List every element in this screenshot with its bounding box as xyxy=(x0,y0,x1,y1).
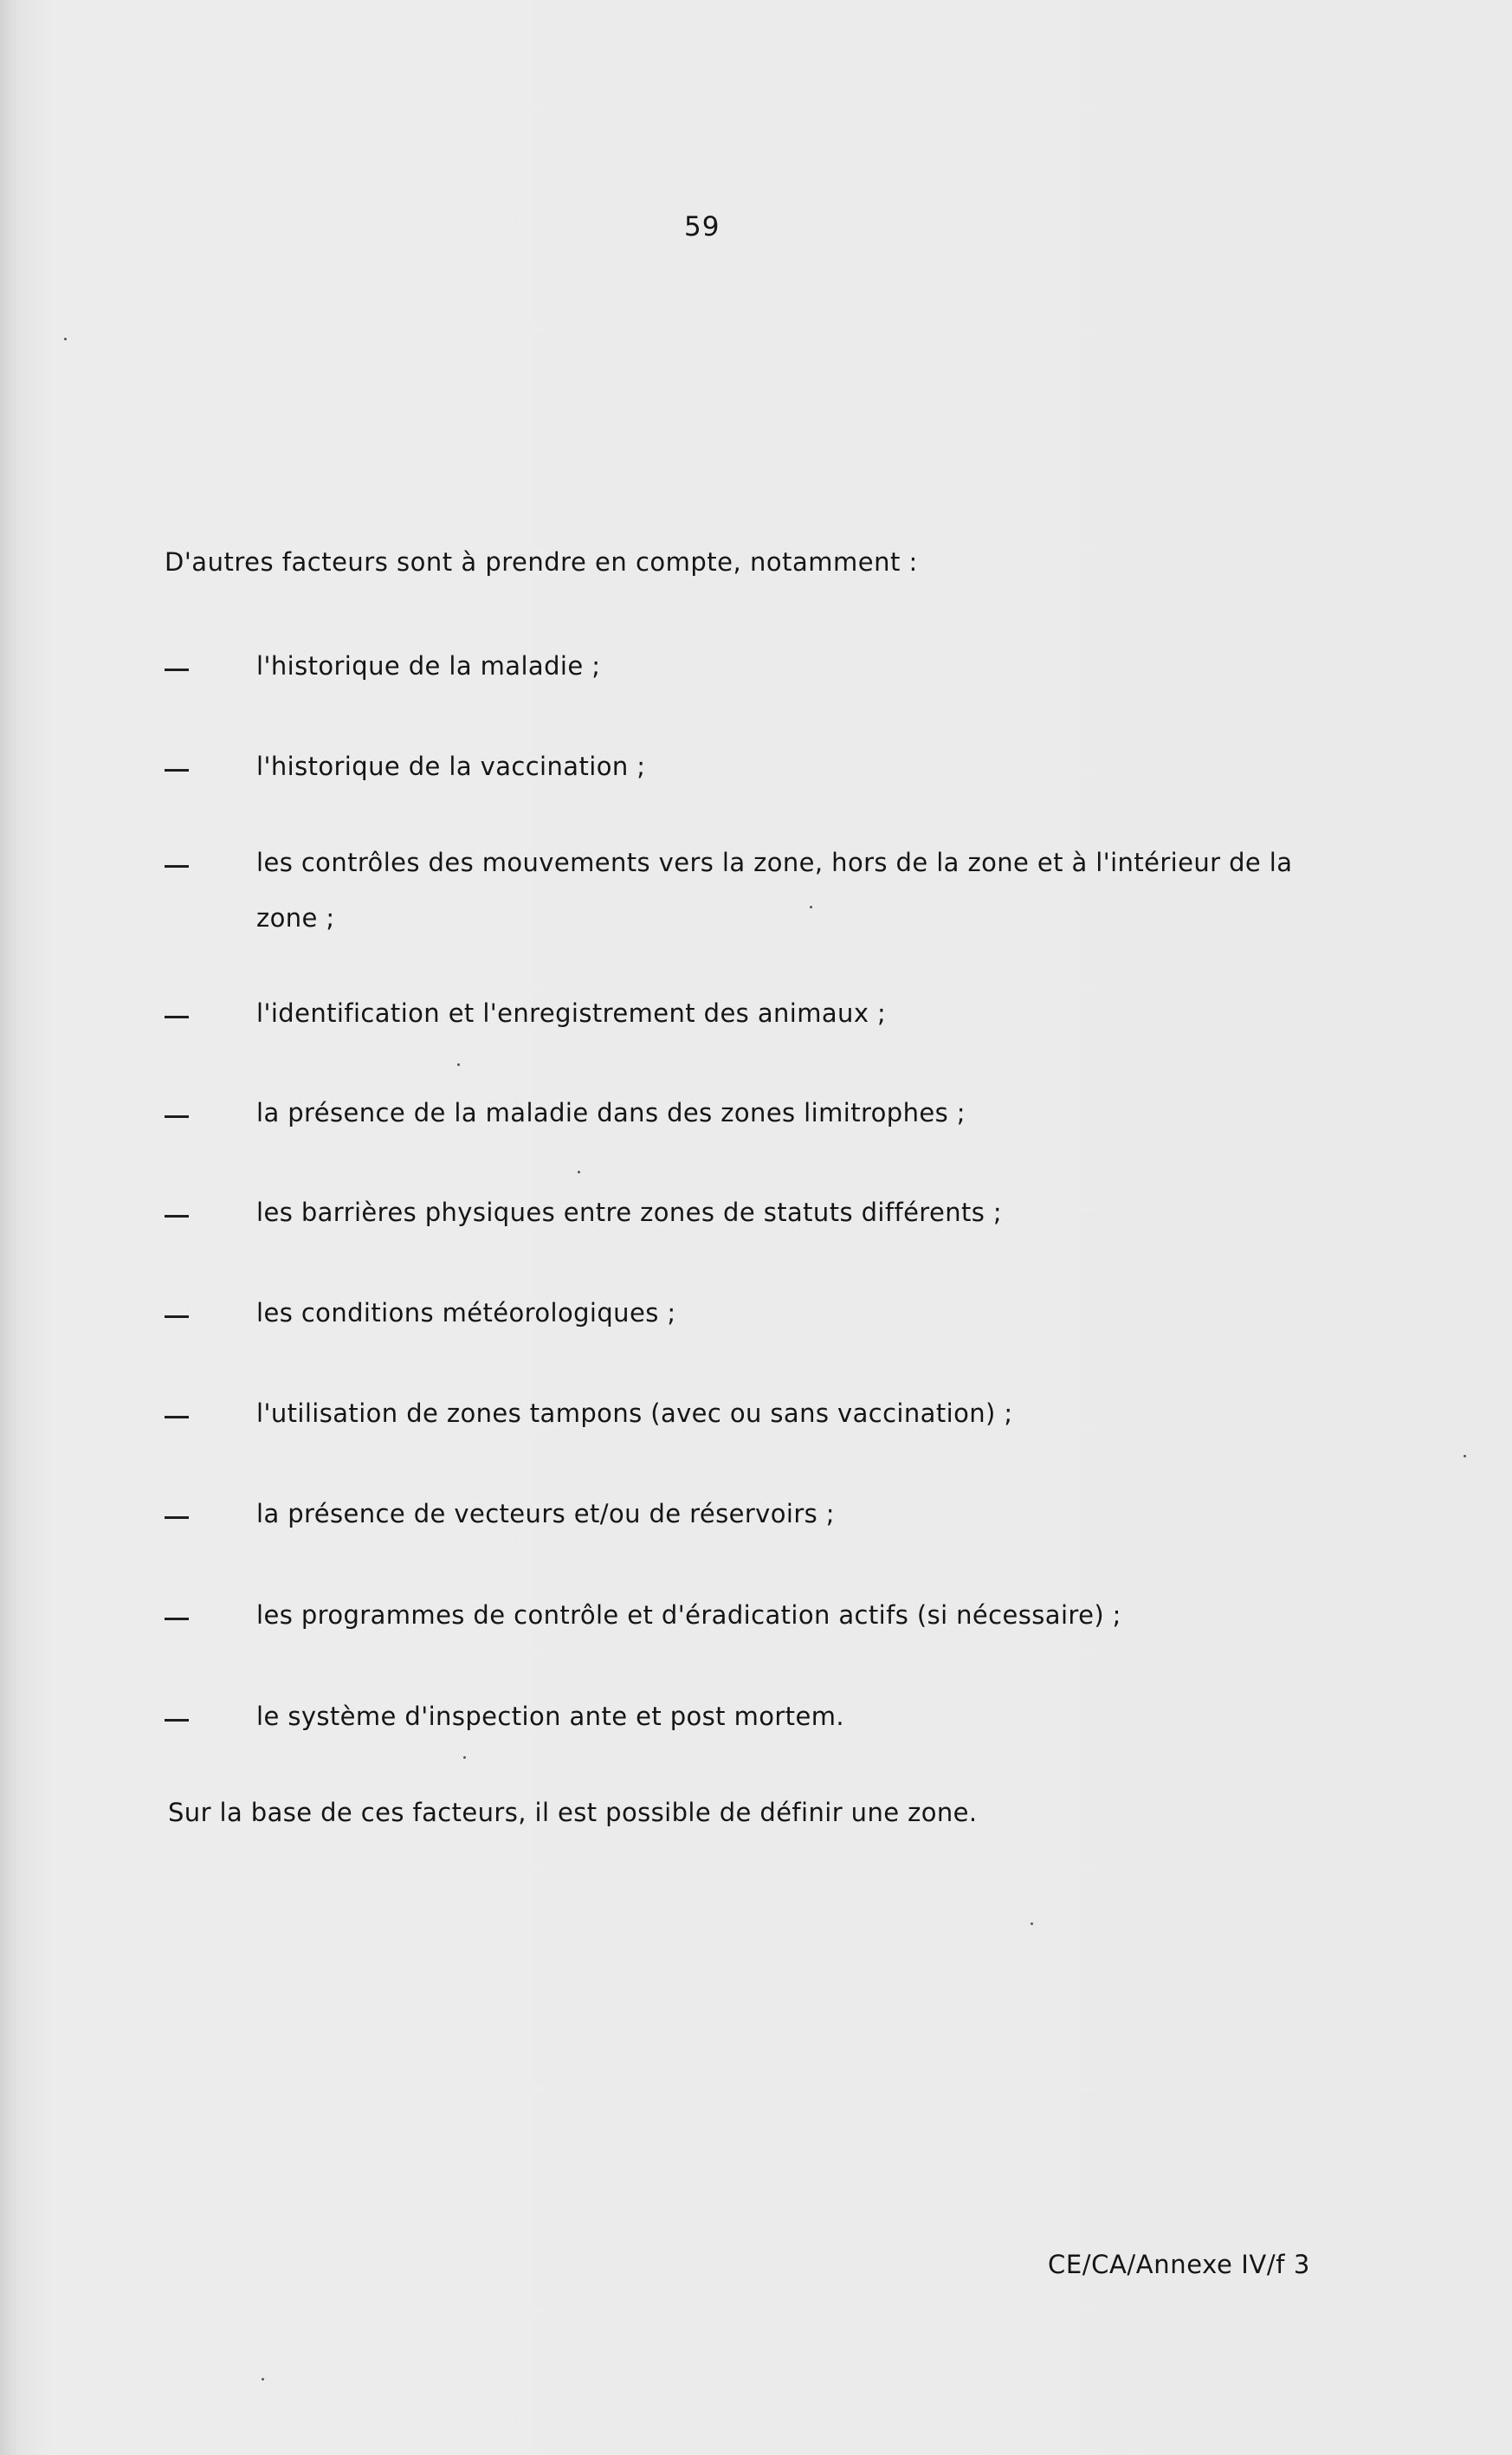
scan-speck xyxy=(578,1171,580,1173)
scan-speck xyxy=(1031,1922,1033,1925)
list-item-text: la présence de la maladie dans des zones limitrophes ; xyxy=(256,1098,966,1127)
bullet-dash xyxy=(165,1719,189,1722)
bullet-dash xyxy=(165,1215,189,1218)
bullet-dash xyxy=(165,1115,189,1118)
list-item-text: les contrôles des mouvements vers la zone, hors de la zone et à l'intérieur de la zone ; xyxy=(256,848,1293,933)
list-item-text: l'historique de la vaccination ; xyxy=(256,752,646,781)
scan-speck xyxy=(64,338,67,340)
page-number: 59 xyxy=(684,211,720,242)
conclusion-paragraph: Sur la base de ces facteurs, il est possible de définir une zone. xyxy=(168,1798,978,1827)
list-item-text: le système d'inspection ante et post mortem. xyxy=(256,1702,844,1731)
bullet-dash xyxy=(165,1618,189,1620)
scan-speck xyxy=(262,2378,264,2381)
list-item-text: les conditions météorologiques ; xyxy=(256,1298,676,1328)
bullet-dash xyxy=(165,669,189,671)
bullet-dash xyxy=(165,1315,189,1318)
bullet-dash xyxy=(165,1416,189,1418)
list-item-text: l'historique de la maladie ; xyxy=(256,651,601,681)
bullet-dash xyxy=(165,1016,189,1018)
scan-speck xyxy=(463,1756,466,1759)
document-reference: CE/CA/Annexe IV/f 3 xyxy=(1048,2250,1310,2279)
bullet-dash xyxy=(165,769,189,772)
list-item-text: l'identification et l'enregistrement des animaux ; xyxy=(256,998,887,1028)
list-item-text: les programmes de contrôle et d'éradication actifs (si nécessaire) ; xyxy=(256,1600,1121,1630)
list-item-text: les barrières physiques entre zones de statuts différents ; xyxy=(256,1198,1003,1227)
list-item-text: l'utilisation de zones tampons (avec ou sans vaccination) ; xyxy=(256,1399,1013,1428)
scan-speck xyxy=(1464,1455,1466,1457)
scan-speck xyxy=(457,1063,460,1066)
scan-speck xyxy=(810,906,812,908)
bullet-dash xyxy=(165,865,189,868)
bullet-dash xyxy=(165,1516,189,1519)
intro-paragraph: D'autres facteurs sont à prendre en compte, notamment : xyxy=(165,547,918,577)
list-item-text: la présence de vecteurs et/ou de réservoirs ; xyxy=(256,1499,835,1528)
